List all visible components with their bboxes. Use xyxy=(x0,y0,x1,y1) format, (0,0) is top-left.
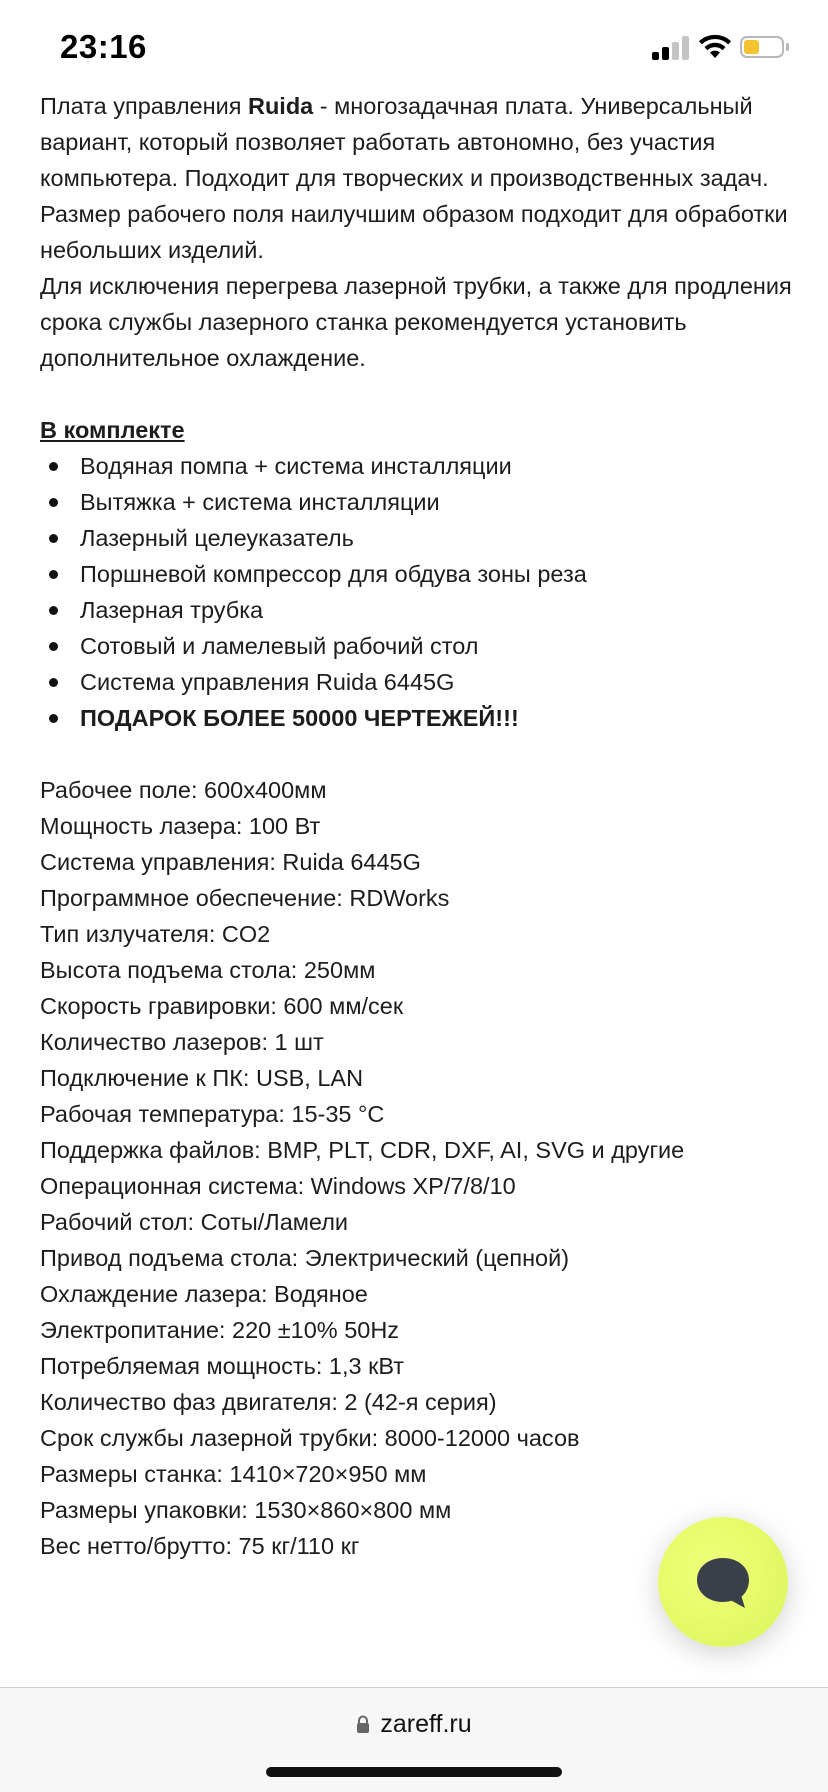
spec-line: Потребляемая мощность: 1,3 кВт xyxy=(40,1353,405,1379)
wifi-icon xyxy=(698,34,732,60)
intro-paragraph xyxy=(40,88,800,268)
spacer xyxy=(40,376,800,412)
kit-item-gift: ПОДАРОК БОЛЕЕ 50000 ЧЕРТЕЖЕЙ!!! xyxy=(40,700,800,736)
spec-line: Рабочая температура: 15-35 °С xyxy=(40,1101,385,1127)
kit-heading: В комплекте xyxy=(40,417,185,443)
spec-line: Охлаждение лазера: Водяное xyxy=(40,1281,368,1307)
spec-line: Размеры упаковки: 1530×860×800 мм xyxy=(40,1497,452,1523)
kit-item: Система управления Ruida 6445G xyxy=(40,664,800,700)
status-bar xyxy=(0,0,828,92)
chat-bubble-icon xyxy=(693,1554,753,1612)
spec-line: Поддержка файлов: BMP, PLT, CDR, DXF, AI, SVG и другие xyxy=(40,1137,685,1163)
spec-line: Срок службы лазерной трубки: 8000-12000 часов xyxy=(40,1425,580,1451)
spec-line: Программное обеспечение: RDWorks xyxy=(40,885,450,911)
status-time: 23:16 xyxy=(60,28,147,65)
spec-line: Система управления: Ruida 6445G xyxy=(40,849,421,875)
spec-line: Тип излучателя: CO2 xyxy=(40,921,271,947)
kit-item: Поршневой компрессор для обдува зоны реза xyxy=(40,556,800,592)
battery-icon xyxy=(740,36,790,60)
spec-line: Скорость гравировки: 600 мм/сек xyxy=(40,993,404,1019)
spacer xyxy=(40,736,800,772)
spec-line: Операционная система: Windows XP/7/8/10 xyxy=(40,1173,516,1199)
spec-line: Количество фаз двигателя: 2 (42-я серия) xyxy=(40,1389,497,1415)
intro-brand: Ruida xyxy=(247,93,314,119)
kit-item: Водяная помпа + система инсталляции xyxy=(40,448,800,484)
spec-line: Привод подъема стола: Электрический (цепной) xyxy=(40,1245,570,1271)
intro-text-rest: - многозадачная плата. Универсальный вариант, который позволяет работать автономно, без участия компьютера. Подходит для творческих и производственных задач. Размер рабочего поля наилучшим образом подходит для обработки небольших изделий. xyxy=(40,93,788,263)
intro-text: Плата управления xyxy=(40,93,248,119)
spec-line: Высота подъема стола: 250мм xyxy=(40,957,376,983)
kit-item: Лазерный целеуказатель xyxy=(40,520,800,556)
specs-list xyxy=(40,772,800,1564)
cellular-signal-icon xyxy=(652,36,690,60)
chat-button[interactable] xyxy=(658,1517,788,1647)
home-indicator[interactable] xyxy=(266,1767,562,1777)
spec-line: Мощность лазера: 100 Вт xyxy=(40,813,321,839)
spec-line: Рабочий стол: Соты/Ламели xyxy=(40,1209,349,1235)
spec-line: Количество лазеров: 1 шт xyxy=(40,1029,324,1055)
spec-line: Рабочее поле: 600х400мм xyxy=(40,777,327,803)
spec-line: Электропитание: 220 ±10% 50Hz xyxy=(40,1317,400,1343)
cooling-paragraph: Для исключения перегрева лазерной трубки, а также для продления срока службы лазерного станка рекомендуется установить дополнительное охлаждение. xyxy=(40,273,792,371)
kit-list xyxy=(40,448,800,736)
lock-icon xyxy=(356,1715,370,1733)
spec-line: Подключение к ПК: USB, LAN xyxy=(40,1065,364,1091)
url-text: zareff.ru xyxy=(380,1710,472,1738)
product-description xyxy=(40,88,800,1564)
spec-line: Размеры станка: 1410×720×950 мм xyxy=(40,1461,427,1487)
kit-item: Вытяжка + система инсталляции xyxy=(40,484,800,520)
kit-item: Сотовый и ламелевый рабочий стол xyxy=(40,628,800,664)
url-display[interactable] xyxy=(0,1710,828,1739)
spec-line: Вес нетто/брутто: 75 кг/110 кг xyxy=(40,1533,360,1559)
kit-item: Лазерная трубка xyxy=(40,592,800,628)
